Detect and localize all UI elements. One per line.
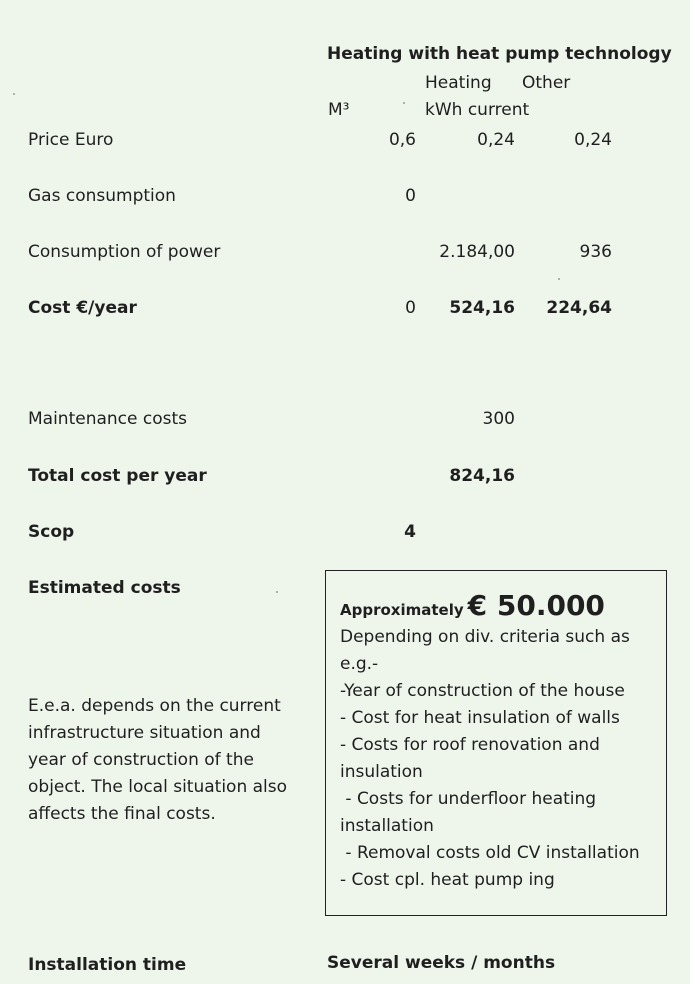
row-label-maintenance: Maintenance costs	[28, 409, 188, 429]
table-title: Heating with heat pump technology	[327, 44, 672, 64]
box-line: - Cost cpl. heat pump ing	[340, 870, 555, 890]
gas-m3-value: 0	[405, 186, 416, 206]
box-line: e.g.-	[340, 654, 379, 674]
box-line: installation	[340, 816, 434, 836]
power-other-value: 936	[579, 242, 612, 262]
col-header-m3: M³	[328, 100, 350, 120]
row-label-installation: Installation time	[28, 955, 187, 975]
price-heating-value: 0,24	[477, 130, 515, 150]
box-line: -Year of construction of the house	[340, 681, 625, 701]
estimate-prefix: Approximately	[340, 601, 464, 619]
row-label-scop: Scop	[28, 522, 75, 542]
power-heating-value: 2.184,00	[439, 242, 515, 262]
row-label-power: Consumption of power	[28, 242, 221, 262]
price-other-value: 0,24	[574, 130, 612, 150]
note-line: E.e.a. depends on the current	[28, 696, 281, 716]
installation-value: Several weeks / months	[327, 953, 556, 973]
row-label-total: Total cost per year	[28, 466, 207, 486]
maintenance-value: 300	[482, 409, 515, 429]
total-value: 824,16	[449, 466, 515, 486]
estimate-box-title	[340, 589, 605, 622]
cost-heating-value: 524,16	[449, 298, 515, 318]
estimate-note	[28, 693, 287, 828]
row-label-cost: Cost €/year	[28, 298, 137, 318]
estimate-box	[325, 570, 667, 916]
box-line: - Cost for heat insulation of walls	[340, 708, 620, 728]
scan-speck	[558, 278, 560, 280]
scan-speck	[276, 591, 278, 593]
cost-other-value: 224,64	[546, 298, 612, 318]
scop-value: 4	[404, 522, 416, 542]
row-label-price: Price Euro	[28, 130, 114, 150]
cost-m3-value: 0	[405, 298, 416, 318]
scan-speck	[403, 102, 405, 104]
col-header-heating: Heating	[425, 73, 492, 93]
note-line: affects the final costs.	[28, 804, 216, 824]
col-header-kwh: kWh current	[425, 100, 530, 120]
box-line: - Costs for roof renovation and	[340, 735, 600, 755]
box-line: - Costs for underfloor heating	[340, 789, 597, 809]
row-label-estimated: Estimated costs	[28, 578, 181, 598]
estimate-amount: € 50.000	[467, 589, 605, 622]
box-line: - Removal costs old CV installation	[340, 843, 640, 863]
note-line: year of construction of the	[28, 750, 254, 770]
price-m3-value: 0,6	[388, 130, 416, 150]
box-line: Depending on div. criteria such as	[340, 627, 630, 647]
scan-speck	[13, 93, 15, 95]
note-line: infrastructure situation and	[28, 723, 261, 743]
row-label-gas: Gas consumption	[28, 186, 176, 206]
note-line: object. The local situation also	[28, 777, 288, 797]
col-header-other: Other	[522, 73, 571, 93]
box-line: insulation	[340, 762, 423, 782]
